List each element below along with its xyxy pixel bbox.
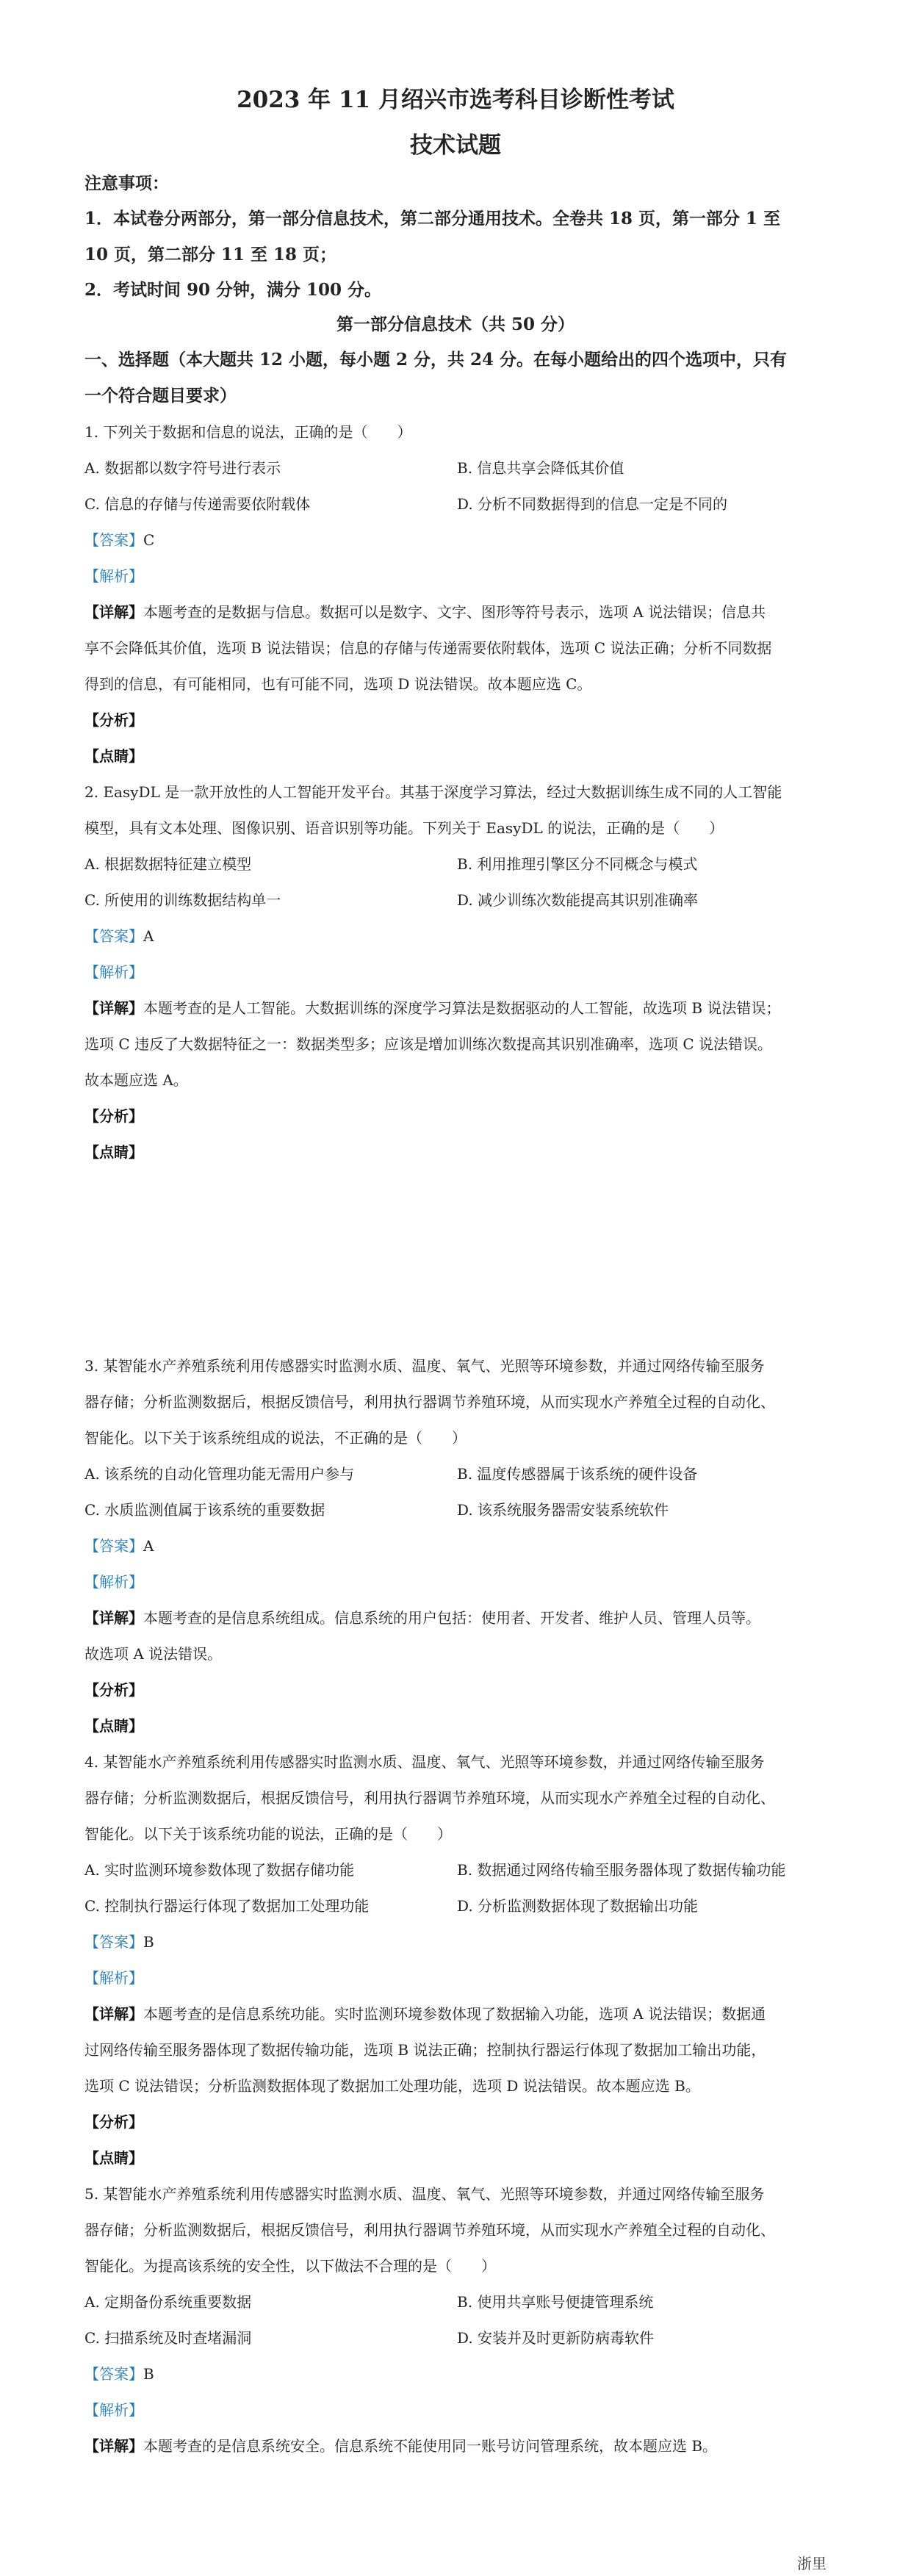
q5-stem-3: 智能化。为提高该系统的安全性，以下做法不合理的是（ ） (84, 2257, 496, 2275)
q5-option-c: C. 扫描系统及时查堵漏洞 (84, 2329, 252, 2347)
q3-stem-1: 3. 某智能水产养殖系统利用传感器实时监测水质、温度、氧气、光照等环境参数，并通过网络传输至服务 (84, 1357, 765, 1375)
q2-option-a: A. 根据数据特征建立模型 (84, 855, 252, 873)
detail-tag: 【详解】 (84, 2005, 143, 2023)
q4-stem-2: 器存储；分析监测数据后，根据反馈信号，利用执行器调节养殖环境，从而实现水产养殖全过程的自动化、 (84, 1789, 775, 1807)
q1-dianjing: 【点睛】 (84, 747, 143, 765)
q1-answer (84, 530, 154, 550)
answer-tag: 【答案】 (84, 1537, 143, 1555)
detail-text: 本题考查的是信息系统功能。实时监测环境参数体现了数据输入功能，选项 A 说法错误；数据通 (143, 2005, 766, 2023)
q1-option-d: D. 分析不同数据得到的信息一定是不同的 (457, 495, 728, 513)
notes-line-1: 1．本试卷分两部分，第一部分信息技术，第二部分通用技术。全卷共 18 页，第一部分 1 至 (84, 209, 781, 229)
q1-option-a: A. 数据都以数字符号进行表示 (84, 459, 281, 477)
answer-value: A (143, 927, 154, 945)
q4-option-c: C. 控制执行器运行体现了数据加工处理功能 (84, 1897, 370, 1915)
q3-option-c: C. 水质监测值属于该系统的重要数据 (84, 1501, 325, 1519)
notes-line-2: 10 页，第二部分 11 至 18 页； (84, 245, 337, 265)
q5-answer (84, 2364, 154, 2384)
q1-option-b: B. 信息共享会降低其价值 (457, 459, 624, 477)
notes-heading: 注意事项： (84, 173, 169, 193)
answer-tag: 【答案】 (84, 531, 143, 549)
detail-tag: 【详解】 (84, 999, 143, 1017)
q3-option-d: D. 该系统服务器需安装系统软件 (457, 1501, 669, 1519)
q2-detail-1 (84, 998, 780, 1018)
answer-value: B (143, 2365, 154, 2383)
notes-line-3: 2．考试时间 90 分钟，满分 100 分。 (84, 280, 382, 300)
q4-dianjing: 【点睛】 (84, 2149, 143, 2167)
answer-tag: 【答案】 (84, 1933, 143, 1951)
q4-option-b: B. 数据通过网络传输至服务器体现了数据传输功能 (457, 1861, 786, 1879)
q2-stem-2: 模型，具有文本处理、图像识别、语音识别等功能。下列关于 EasyDL 的说法，正确的是（ ） (84, 819, 724, 837)
q4-option-a: A. 实时监测环境参数体现了数据存储功能 (84, 1861, 355, 1879)
q3-detail-1 (84, 1608, 760, 1628)
detail-text: 本题考查的是数据与信息。数据可以是数字、文字、图形等符号表示，选项 A 说法错误；信息共 (143, 603, 766, 621)
q2-stem-1: 2. EasyDL 是一款开放性的人工智能开发平台。其基于深度学习算法，经过大数据训练生成不同的人工智能 (84, 783, 782, 801)
q5-option-a: A. 定期备份系统重要数据 (84, 2293, 252, 2311)
exam-title: 2023 年 11 月绍兴市选考科目诊断性考试 (237, 87, 674, 113)
q2-detail-2: 选项 C 违反了大数据特征之一：数据类型多；应该是增加训练次数提高其识别准确率，选项 C 说法错误。 (84, 1035, 773, 1053)
answer-value: A (143, 1537, 154, 1555)
q5-stem-1: 5. 某智能水产养殖系统利用传感器实时监测水质、温度、氧气、光照等环境参数，并通过网络传输至服务 (84, 2185, 765, 2203)
footer-watermark: 浙里 (797, 2555, 827, 2572)
detail-text: 本题考查的是人工智能。大数据训练的深度学习算法是数据驱动的人工智能，故选项 B 说法错误； (143, 999, 781, 1017)
q3-stem-2: 器存储；分析监测数据后，根据反馈信号，利用执行器调节养殖环境，从而实现水产养殖全过程的自动化、 (84, 1393, 775, 1411)
q4-analysis-tag: 【解析】 (84, 1969, 143, 1987)
q2-detail-3: 故本题应选 A。 (84, 1071, 188, 1089)
q4-answer (84, 1932, 154, 1952)
q4-detail-1 (84, 2004, 766, 2024)
q2-option-d: D. 减少训练次数能提高其识别准确率 (457, 891, 699, 909)
answer-tag: 【答案】 (84, 927, 143, 945)
detail-text: 本题考查的是信息系统组成。信息系统的用户包括：使用者、开发者、维护人员、管理人员等。 (143, 1609, 760, 1627)
q3-option-a: A. 该系统的自动化管理功能无需用户参与 (84, 1465, 355, 1483)
answer-value: B (143, 1933, 154, 1951)
q2-answer (84, 926, 154, 946)
q4-detail-3: 选项 C 说法错误；分析监测数据体现了数据加工处理功能，选项 D 说法错误。故本题应选 B。 (84, 2077, 700, 2095)
q2-analysis-tag: 【解析】 (84, 963, 143, 981)
q4-fenxi: 【分析】 (84, 2113, 143, 2131)
detail-tag: 【详解】 (84, 1609, 143, 1627)
part-instructions-1: 一、选择题（本大题共 12 小题，每小题 2 分，共 24 分。在每小题给出的四个选项中，只有 (84, 350, 788, 370)
q4-detail-2: 过网络传输至服务器体现了数据传输功能，选项 B 说法正确；控制执行器运行体现了数据加工输出功能， (84, 2041, 766, 2059)
part-instructions-2: 一个符合题目要求） (84, 386, 237, 406)
q5-stem-2: 器存储；分析监测数据后，根据反馈信号，利用执行器调节养殖环境，从而实现水产养殖全过程的自动化、 (84, 2221, 775, 2239)
q4-stem-3: 智能化。以下关于该系统功能的说法，正确的是（ ） (84, 1825, 452, 1843)
q3-answer (84, 1536, 154, 1556)
q2-option-b: B. 利用推理引擎区分不同概念与模式 (457, 855, 698, 873)
q1-detail-1 (84, 602, 766, 622)
q3-option-b: B. 温度传感器属于该系统的硬件设备 (457, 1465, 698, 1483)
exam-subtitle: 技术试题 (410, 132, 501, 159)
q3-fenxi: 【分析】 (84, 1681, 143, 1699)
q5-option-d: D. 安装并及时更新防病毒软件 (457, 2329, 655, 2347)
q2-fenxi: 【分析】 (84, 1107, 143, 1125)
detail-tag: 【详解】 (84, 2437, 143, 2455)
q5-detail-1 (84, 2436, 717, 2456)
q2-dianjing: 【点睛】 (84, 1143, 143, 1161)
q1-option-c: C. 信息的存储与传递需要依附载体 (84, 495, 311, 513)
q4-stem-1: 4. 某智能水产养殖系统利用传感器实时监测水质、温度、氧气、光照等环境参数，并通过网络传输至服务 (84, 1753, 765, 1771)
q1-analysis-tag: 【解析】 (84, 567, 143, 585)
q1-detail-2: 享不会降低其价值，选项 B 说法错误；信息的存储与传递需要依附载体，选项 C 说法正确；分析不同数据 (84, 639, 772, 657)
q5-analysis-tag: 【解析】 (84, 2401, 143, 2419)
q5-option-b: B. 使用共享账号便捷管理系统 (457, 2293, 654, 2311)
detail-text: 本题考查的是信息系统安全。信息系统不能使用同一账号访问管理系统，故本题应选 B。 (143, 2437, 718, 2455)
q1-fenxi: 【分析】 (84, 711, 143, 729)
answer-value: C (143, 531, 155, 549)
detail-tag: 【详解】 (84, 603, 143, 621)
q3-analysis-tag: 【解析】 (84, 1573, 143, 1591)
q4-option-d: D. 分析监测数据体现了数据输出功能 (457, 1897, 699, 1915)
section-title: 第一部分信息技术（共 50 分） (336, 314, 575, 334)
answer-tag: 【答案】 (84, 2365, 143, 2383)
q1-stem: 1. 下列关于数据和信息的说法，正确的是（ ） (84, 423, 412, 441)
q3-detail-2: 故选项 A 说法错误。 (84, 1645, 223, 1663)
q1-detail-3: 得到的信息，有可能相同，也有可能不同，选项 D 说法错误。故本题应选 C。 (84, 675, 592, 693)
q3-stem-3: 智能化。以下关于该系统组成的说法，不正确的是（ ） (84, 1429, 467, 1447)
q3-dianjing: 【点睛】 (84, 1717, 143, 1735)
q2-option-c: C. 所使用的训练数据结构单一 (84, 891, 281, 909)
